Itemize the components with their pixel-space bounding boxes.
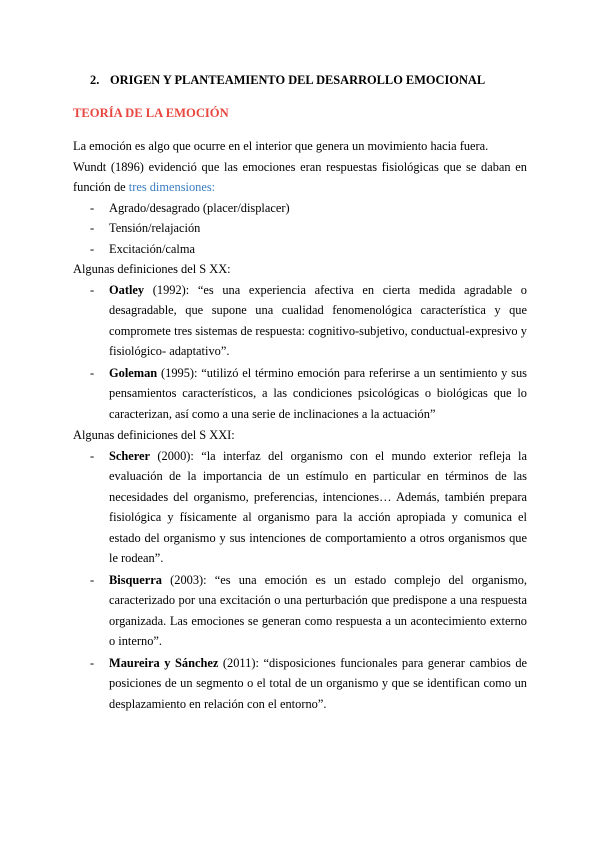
document-page: [73, 70, 527, 715]
list-item: - Agrado/desagrado (placer/displacer): [90, 200, 290, 215]
section-heading: [73, 70, 527, 90]
sxx-definitions-list: [73, 280, 527, 425]
definition-item: - Oatley (1992): “es una experiencia afectiva en cierta medida agradable o desagradable, que supone una cualidad fenomenológica característica y que compromete tres sistemas de respuesta: cognitivo-subjetivo, conductual-expresivo y fisiológico- adaptativo”.: [90, 282, 527, 358]
definition-text: (2011): “disposiciones funcionales para generar cambios de posiciones de un segmento o el total de un organismo y que se identifican como un desplazamiento en relación con el entorno”.: [109, 655, 528, 711]
definition-author: Bisquerra: [109, 572, 163, 587]
intro-paragraph-1: La emoción es algo que ocurre en el interior que genera un movimiento hacia fuera.: [73, 139, 489, 153]
list-item: - Excitación/calma: [90, 241, 196, 256]
subsection-heading: TEORÍA DE LA EMOCIÓN: [73, 106, 229, 120]
dimensions-list: [73, 198, 527, 260]
section-title: ORIGEN Y PLANTEAMIENTO DEL DESARROLLO EMOCIONAL: [110, 73, 486, 87]
definition-item: - Maureira y Sánchez (2011): “disposiciones funcionales para generar cambios de posiciones de un segmento o el total de un organismo y que se identifican como un desplazamiento en relación con el entorno”.: [90, 655, 528, 711]
definition-author: Oatley: [109, 282, 145, 297]
definition-text: (1992): “es una experiencia afectiva en cierta medida agradable o desagradable, que supone una cualidad fenomenológica característica y que compromete tres sistemas de respuesta: cognitivo-subjetivo, conductual-expresivo y fisiológico- adaptativo”.: [109, 282, 527, 358]
definition-text: (2003): “es una emoción es un estado complejo del organismo, caracterizado por una excitación o una perturbación que predispone a una respuesta organizada. Las emociones se generan como respuesta a un acontecimiento externo o interno”.: [109, 572, 527, 648]
definition-text: (1995): “utilizó el término emoción para referirse a un sentimiento y sus pensamientos característicos, a las condiciones psicológicas o biológicas que lo caracterizan, así como a una serie de inclinaciones a la actuación”: [109, 365, 527, 421]
definition-item: - Scherer (2000): “la interfaz del organismo con el mundo exterior refleja la evaluación de la importancia de un estímulo en particular en términos de las necesidades del organismo, preferencias, intenciones… Además, también prepara fisiológica y físicamente al organismo para la acción apropiada y comunica el estado del organismo y sus intenciones de comportamiento a otros organismos que le rodean”.: [90, 448, 527, 565]
definition-item: - Goleman (1995): “utilizó el término emoción para referirse a un sentimiento y sus pensamientos característicos, a las condiciones psicológicas o biológicas que lo caracterizan, así como a una serie de inclinaciones a la actuación”: [90, 365, 527, 421]
tres-dimensiones-highlight: tres dimensiones:: [128, 180, 216, 194]
definition-author: Scherer: [109, 448, 151, 463]
list-item: - Tensión/relajación: [90, 221, 201, 235]
section-number: 2.: [90, 73, 100, 87]
intro-paragraph-2-text: Wundt (1896) evidenció que las emociones eran respuestas fisiológicas que se daban en función de: [73, 159, 527, 194]
definition-author: Goleman: [109, 365, 158, 380]
definition-text: (2000): “la interfaz del organismo con el mundo exterior refleja la evaluación de la importancia de un estímulo en particular en términos de las necesidades del organismo, preferencias, intenciones… Además, también prepara fisiológica y físicamente al organismo para la acción apropiada y comunica el estado del organismo y sus intenciones de comportamiento a otros organismos que le rodean”.: [109, 448, 527, 565]
sxxi-definitions-list: [73, 446, 527, 715]
definition-author: Maureira y Sánchez: [109, 655, 219, 670]
intro-paragraph-2: [73, 157, 527, 198]
sxx-heading: Algunas definiciones del S XX:: [73, 262, 231, 276]
sxxi-heading: Algunas definiciones del S XXI:: [73, 428, 235, 442]
definition-item: - Bisquerra (2003): “es una emoción es un estado complejo del organismo, caracterizado por una excitación o una perturbación que predispone a una respuesta organizada. Las emociones se generan como respuesta a un acontecimiento externo o interno”.: [90, 572, 527, 648]
